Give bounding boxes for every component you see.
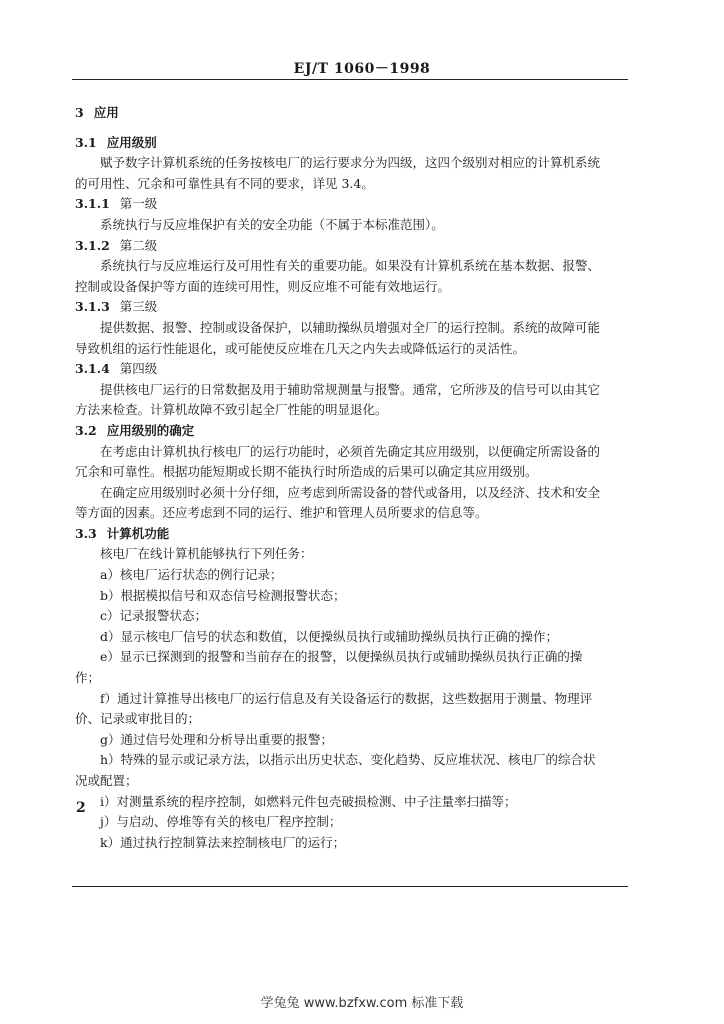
section-3-1-paragraph: 赋予数字计算机系统的任务按核电厂的运行要求分为四级，这四个级别对相应的计算机系统的可用性、冗余和可靠性具有不同的要求，详见 3.4。: [75, 155, 601, 191]
list-item: i）对测量系统的程序控制，如燃料元件包壳破损检测、中子注量率扫描等；: [100, 793, 517, 809]
list-item: e）显示已探测到的报警和当前存在的报警，以便操纵员执行或辅助操纵员执行正确的操作；: [75, 649, 583, 686]
list-item: j）与启动、停堆等有关的核电厂程序控制；: [100, 814, 342, 830]
section-title: 应用级别的确定: [106, 422, 195, 438]
section-3-2-paragraph: 在考虑由计算机执行核电厂的运行功能时，必须首先确定其应用级别，以便确定所需设备的冗余和可靠性。根据功能短期或长期不能执行时所造成的后果可以确定其应用级别。: [75, 443, 601, 480]
list-item: h）特殊的显示或记录方法，以指示出历史状态、变化趋势、反应堆状况、核电厂的综合状况或配置；: [75, 752, 596, 788]
section-title: 计算机功能: [106, 525, 170, 541]
section-number: 3.3: [75, 525, 97, 541]
section-3-1-2-heading: [75, 236, 600, 257]
list-item: d）显示核电厂信号的状态和数值，以便操纵员执行或辅助操纵员执行正确的操作；: [100, 628, 559, 644]
header-divider: [72, 79, 628, 80]
document-body: [75, 103, 600, 853]
section-3-2-paragraph: 在确定应用级别时必须十分仔细，应考虑到所需设备的替代或备用，以及经济、技术和安全等方面的因素。还应考虑到不同的运行、维护和管理人员所要求的信息等。: [75, 484, 601, 521]
section-3-2-heading: [75, 421, 600, 442]
section-number: 3.1.4: [75, 361, 110, 377]
section-number: 3.2: [75, 422, 97, 438]
section-3-heading: [75, 103, 600, 124]
section-title: 第三级: [119, 299, 158, 315]
document-code-header: EJ/T 1060－1998: [293, 61, 431, 77]
section-title: 第二级: [119, 237, 158, 253]
section-title: 应用级别: [106, 134, 157, 150]
list-item: b）根据模拟信号和双态信号检测报警状态；: [100, 587, 346, 603]
list-item: a）核电厂运行状态的例行记录；: [100, 567, 283, 583]
section-3-1-1-paragraph: 系统执行与反应堆保护有关的安全功能（不属于本标准范围）。: [100, 216, 444, 232]
section-title: 应用: [93, 105, 119, 120]
section-number: 3.1: [75, 134, 97, 150]
list-item: c）记录报警状态；: [100, 608, 208, 624]
section-number: 3: [75, 105, 84, 120]
footer-divider: [72, 886, 628, 887]
section-3-3-heading: [75, 524, 600, 545]
section-title: 第一级: [119, 196, 158, 212]
section-3-1-1-heading: [75, 194, 600, 215]
list-item: f）通过计算推导出核电厂的运行信息及有关设备运行的数据，这些数据用于测量、物理评价、记录或审批目的；: [75, 690, 593, 727]
section-number: 3.1.1: [75, 196, 110, 212]
section-3-1-3-paragraph: 提供数据、报警、控制或设备保护，以辅助操纵员增强对全厂的运行控制。系统的故障可能导致机组的运行性能退化，或可能使反应堆在几天之内失去或降低运行的灵活性。: [75, 319, 601, 356]
section-number: 3.1.2: [75, 237, 110, 253]
list-item: g）通过信号处理和分析导出重要的报警；: [100, 731, 334, 747]
section-3-1-4-heading: [75, 359, 600, 380]
page-number: 2: [76, 800, 86, 816]
section-3-1-2-paragraph: 系统执行与反应堆运行及可用性有关的重要功能。如果没有计算机系统在基本数据、报警、控制或设备保护等方面的连续可用性，则反应堆不可能有效地运行。: [75, 258, 601, 294]
section-title: 第四级: [119, 361, 158, 377]
section-3-3-intro: 核电厂在线计算机能够执行下列任务：: [100, 546, 313, 562]
list-item: k）通过执行控制算法来控制核电厂的运行；: [100, 834, 346, 850]
watermark-text: 学兔兔 www.bzfxw.com 标准下载: [260, 996, 464, 1011]
section-3-1-4-paragraph: 提供核电厂运行的日常数据及用于辅助常规测量与报警。通常，它所涉及的信号可以由其它方法来检查。计算机故障不致引起全厂性能的明显退化。: [75, 381, 601, 418]
section-3-1-heading: [75, 133, 600, 154]
section-3-1-3-heading: [75, 297, 600, 318]
section-number: 3.1.3: [75, 299, 110, 315]
